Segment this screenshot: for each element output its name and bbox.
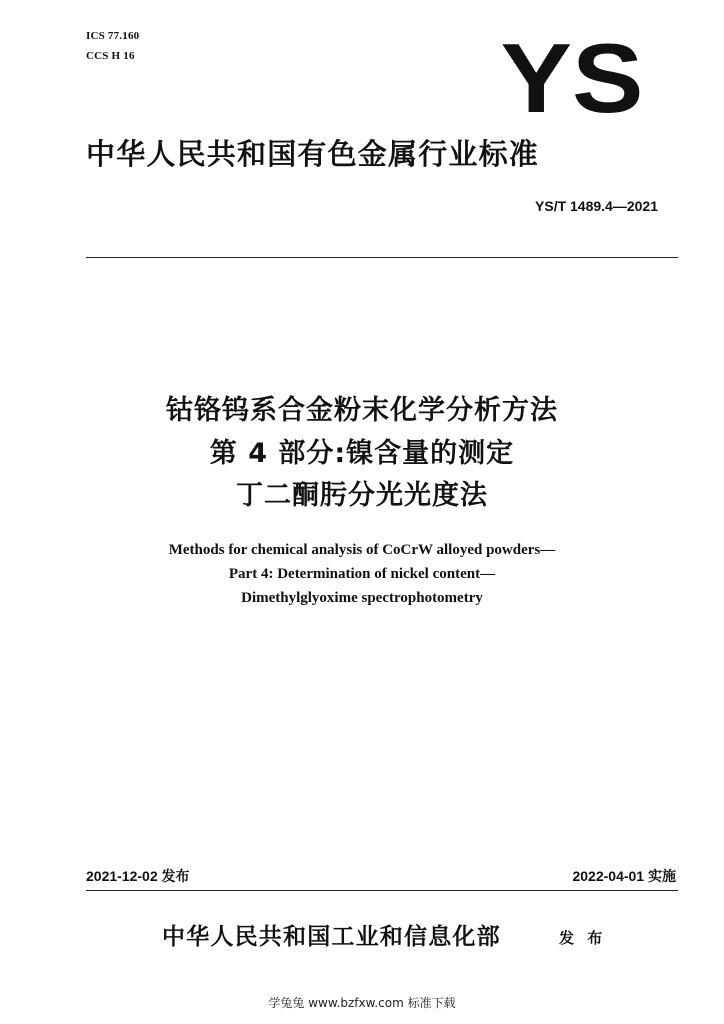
bottom-divider	[86, 890, 678, 891]
ics-code: ICS 77.160	[86, 30, 140, 42]
issuing-authority: 中华人民共和国工业和信息化部	[162, 923, 501, 950]
top-divider	[86, 257, 678, 258]
issue-date: 2021-12-02 发布	[86, 868, 190, 884]
ys-logo	[500, 34, 645, 116]
title-en-line-2: Part 4: Determination of nickel content—	[228, 566, 496, 582]
title-en-line-1: Methods for chemical analysis of CoCrW alloyed powders—	[168, 542, 556, 558]
title-en-line-3: Dimethylglyoxime spectrophotometry	[241, 590, 483, 606]
standard-number: YS/T 1489.4—2021	[535, 198, 658, 214]
footer-watermark: 学兔兔 www.bzfxw.com 标准下载	[268, 996, 456, 1010]
title-cn-line-3: 丁二酮肟分光光度法	[236, 480, 488, 511]
agency-title: 中华人民共和国有色金属行业标准	[86, 137, 540, 171]
implementation-date: 2022-04-01 实施	[572, 868, 676, 884]
title-cn-line-2: 第 4 部分:镍含量的测定	[209, 438, 515, 469]
publish-label: 发 布	[559, 929, 607, 947]
title-cn-line-1: 钴铬钨系合金粉末化学分析方法	[166, 395, 558, 426]
svg-text:YS: YS	[500, 34, 644, 116]
ccs-code: CCS H 16	[86, 50, 135, 62]
